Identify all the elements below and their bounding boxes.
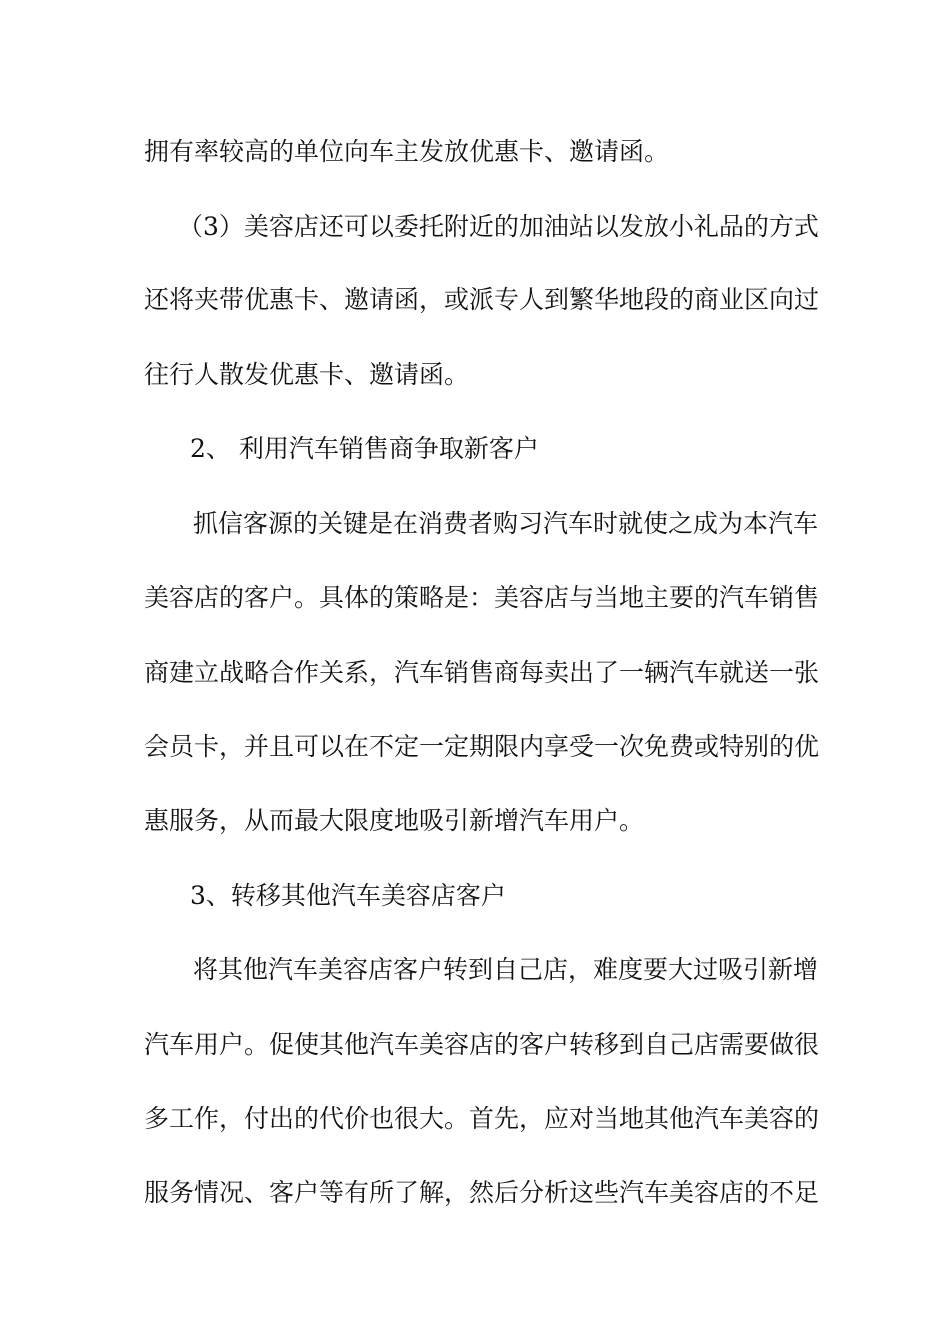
text-line: 汽车用户。促使其他汽车美容店的客户转移到自己店需要做很 (144, 1030, 820, 1059)
section-heading: 3、转移其他汽车美容店客户 (190, 881, 506, 910)
text-line: 往行人散发优惠卡、邀请函。 (144, 360, 470, 389)
text-line: 服务情况、客户等有所了解，然后分析这些汽车美容店的不足 (144, 1178, 820, 1207)
text-line: 将其他汽车美容店客户转到自己店，难度要大过吸引新增 (193, 955, 819, 984)
text-line: 惠服务，从而最大限度地吸引新增汽车用户。 (144, 806, 645, 835)
text-line: （3）美容店还可以委托附近的加油站以发放小礼品的方式 (178, 212, 819, 241)
text-line: 拥有率较高的单位向车主发放优惠卡、邀请函。 (144, 137, 670, 166)
text-line: 抓信客源的关键是在消费者购习汽车时就使之成为本汽车 (193, 509, 819, 538)
text-line: 美容店的客户。具体的策略是：美容店与当地主要的汽车销售 (144, 583, 820, 612)
section-heading: 2、 利用汽车销售商争取新客户 (190, 434, 539, 463)
text-line: 会员卡，并且可以在不定一定期限内享受一次免费或特别的优 (144, 732, 820, 761)
text-line: 多工作，付出的代价也很大。首先，应对当地其他汽车美容的 (144, 1104, 820, 1133)
text-line: 还将夹带优惠卡、邀请函，或派专人到繁华地段的商业区向过 (144, 285, 820, 314)
text-line: 商建立战略合作关系，汽车销售商每卖出了一辆汽车就送一张 (144, 658, 820, 687)
